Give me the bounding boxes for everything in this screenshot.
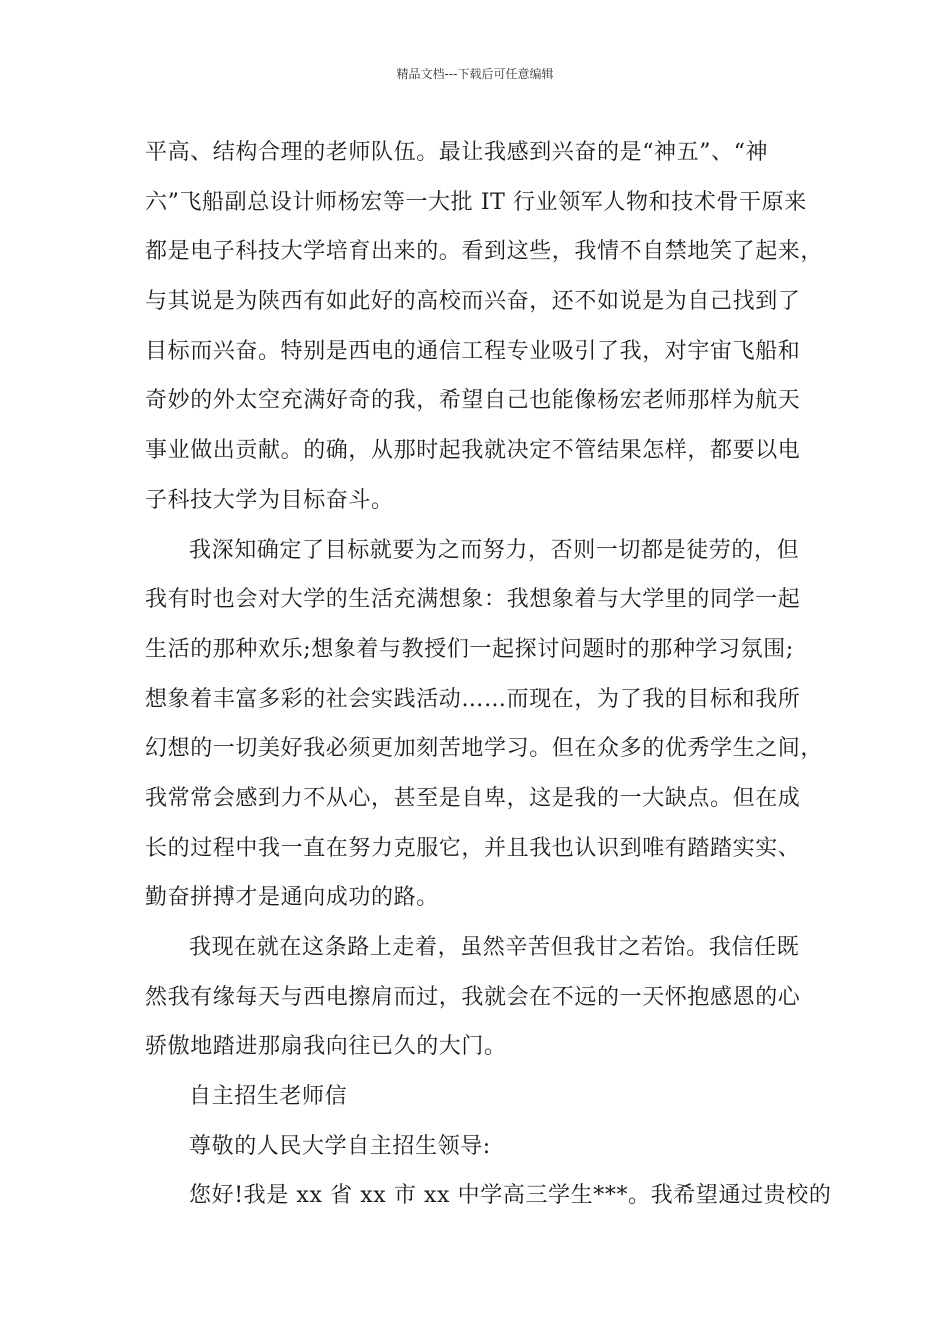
salutation [145,1122,825,1172]
text-line: 我常常会感到力不从心，甚至是自卑，这是我的一大缺点。但在成 [145,785,801,811]
text-line: 您好!我是 xx 省 xx 市 xx 中学高三学生***。我希望通过贵校的 [189,1183,832,1209]
text-line: 都是电子科技大学培育出来的。看到这些，我情不自禁地笑了起来， [145,239,824,265]
text-line: 想象着丰富多彩的社会实践活动……而现在，为了我的目标和我所 [145,686,801,712]
letter-title [145,1072,825,1122]
paragraph [145,526,825,924]
text-line: 我现在就在这条路上走着，虽然辛苦但我甘之若饴。我信任既 [189,935,800,960]
text-line: 幻想的一切美好我必须更加刻苦地学习。但在众多的优秀学生之间， [145,736,824,762]
text-line: 尊敬的人民大学自主招生领导: [189,1133,491,1159]
text-line: 六”飞船副总设计师杨宏等一大批 IT 行业领军人物和技术骨干原来 [145,189,807,215]
text-line: 自主招生老师信 [189,1084,348,1110]
page-header: 精品文档---下载后可任意编辑 [396,67,554,81]
text-line: 与其说是为陕西有如此好的高校而兴奋，还不如说是为自己找到了 [145,289,801,315]
text-line: 我深知确定了目标就要为之而努力，否则一切都是徒劳的，但 [189,537,800,563]
text-line: 长的过程中我一直在努力克服它，并且我也认识到唯有踏踏实实、 [145,835,801,861]
text-line: 子科技大学为目标奋斗。 [145,487,394,513]
text-line: 我有时也会对大学的生活充满想象：我想象着与大学里的同学一起 [145,587,801,613]
text-line: 事业做出贡献。的确，从那时起我就决定不管结果怎样，都要以电 [145,438,801,464]
text-line: 目标而兴奋。特别是西电的通信工程专业吸引了我，对宇宙飞船和 [145,338,801,364]
text-line: 骄傲地踏进那扇我向往已久的大门。 [145,1034,507,1060]
paragraph [145,128,825,526]
paragraph [145,1171,832,1221]
document-body [145,128,832,1221]
text-line: 生活的那种欢乐;想象着与教授们一起探讨问题时的那种学习氛围; [145,636,794,662]
text-line: 然我有缘每天与西电擦肩而过，我就会在不远的一天怀抱感恩的心 [145,984,801,1010]
text-line: 奇妙的外太空充满好奇的我，希望自己也能像杨宏老师那样为航天 [145,388,801,414]
paragraph [145,923,825,1072]
text-line: 平高、结构合理的老师队伍。最让我感到兴奋的是“神五”、“神 [145,140,769,165]
text-line: 勤奋拼搏才是通向成功的路。 [145,885,439,911]
